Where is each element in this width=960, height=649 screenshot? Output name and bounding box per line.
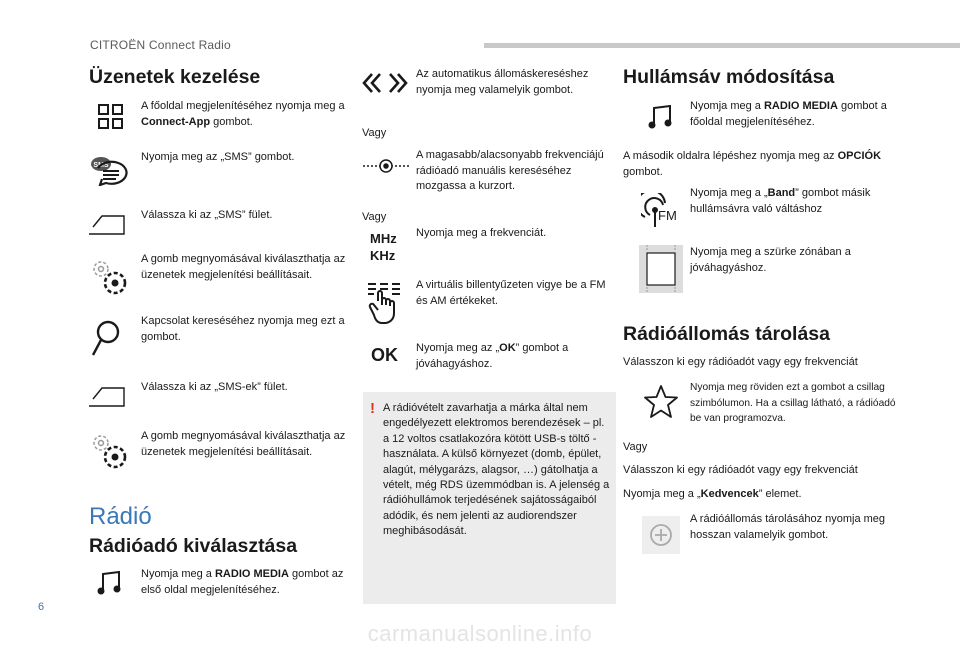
watermark: carmanualsonline.info (367, 621, 593, 646)
keypad-hand-icon (366, 281, 402, 330)
chapter-title-radio: Rádió (89, 503, 152, 530)
fm-label: FM (658, 208, 677, 223)
tab-icon (88, 213, 130, 240)
or-label-1: Vagy (362, 127, 387, 139)
instruction-press-frequency: Nyomja meg a frekvenciát. (416, 227, 547, 239)
paragraph-favorites: Nyomja meg a „Kedvencek” elemet. (623, 488, 802, 500)
seek-arrows-icon (362, 71, 408, 100)
instruction-smses-tab: Válassza ki az „SMS-ek” fület. (141, 381, 288, 393)
paragraph-options: A második oldalra lépéshez nyomja meg az OPCIÓK gombot. (623, 150, 882, 178)
section-title-station-select: Rádióadó kiválasztása (89, 535, 298, 557)
instruction-ok-confirm: Nyomja meg az „OK” gombot a jóváhagyáshoz. (416, 342, 569, 370)
or-label-2: Vagy (362, 211, 387, 223)
instruction-sms-tab: Válassza ki az „SMS” fület. (141, 209, 273, 221)
instruction-message-settings-2: A gomb megnyomásával kiválaszthatja az üzenetek megjelenítési beállításait. (141, 430, 346, 458)
settings-gear-icon (90, 258, 128, 301)
or-label-3: Vagy (623, 441, 648, 453)
instruction-long-press-store: A rádióállomás tárolásához nyomja meg hosszan valamelyik gombot. (690, 513, 886, 541)
warning-exclamation-icon: ! (370, 400, 375, 417)
slider-cursor-icon (362, 154, 410, 183)
grey-zone-icon (638, 244, 684, 299)
svg-text:SMS: SMS (93, 162, 109, 169)
paragraph-select-station-2: Válasszon ki egy rádióadót vagy egy frekvenciát (623, 464, 858, 476)
mhz-khz-icon: MHz KHz (370, 231, 397, 263)
section-title-band-change: Hullámsáv módosítása (623, 66, 835, 88)
settings-gear-icon (90, 432, 128, 475)
instruction-auto-search: Az automatikus állomáskereséshez nyomja meg valamelyik gombot. (416, 68, 589, 96)
ok-icon: OK (371, 345, 398, 365)
music-note-icon (97, 570, 123, 601)
instruction-virtual-keypad: A virtuális billentyűzeten vigye be a FM és AM értékeket. (416, 279, 606, 307)
tab-icon (88, 385, 130, 412)
page-number: 6 (38, 601, 45, 613)
add-plus-icon (641, 515, 681, 560)
warning-text: A rádióvételt zavarhatja a márka által nem engedélyezett elektromos berendezések – pl. a 12 voltos csatlakozóra kötött USB-s töltő -használata. A külső környezet (domb, épület, alagút, mélygarázs, alagsor, …) gátolhatja a vételt, még RDS üzemmódban is. A jelenség a rádióhullámok terjedésének sajátosságaiból adódik, és nem jelenti az audiorendszer meghibásodását. (383, 402, 610, 538)
sms-bubble-icon (90, 156, 128, 191)
instruction-band-button: Nyomja meg a „Band” gombot másik hullámsávra való váltáshoz (690, 187, 871, 215)
instruction-sms-button: Nyomja meg az „SMS” gombot. (141, 151, 295, 163)
instruction-radio-media: Nyomja meg a RADIO MEDIA gombot az első oldal megjelenítéséhez. (141, 568, 344, 596)
header-title: CITROËN Connect Radio (90, 38, 231, 52)
instruction-contact-search: Kapcsolat kereséséhez nyomja meg ezt a gombot. (141, 315, 345, 343)
grid-apps-icon (98, 104, 124, 135)
instruction-grey-zone: Nyomja meg a szürke zónában a jóváhagyáshoz. (690, 246, 851, 274)
instruction-message-settings: A gomb megnyomásával kiválaszthatja az üzenetek megjelenítési beállításait. (141, 253, 346, 281)
section-title-station-store: Rádióállomás tárolása (623, 323, 830, 345)
music-note-icon (648, 104, 674, 135)
instruction-star-short-press: Nyomja meg röviden ezt a gombot a csillag szimbólumon. Ha a csillag látható, a rádióadó be van programozva. (690, 382, 896, 424)
instruction-radio-media-main: Nyomja meg a RADIO MEDIA gombot a főoldal megjelenítéséhez. (690, 100, 887, 128)
header-divider-bar (484, 43, 960, 48)
star-icon (643, 384, 679, 425)
section-title-messages: Üzenetek kezelése (89, 66, 261, 88)
instruction-manual-search: A magasabb/alacsonyabb frekvenciájú rádióadó manuális kereséséhez mozgassa a kurzort. (416, 149, 604, 192)
paragraph-select-station-1: Válasszon ki egy rádióadót vagy egy frekvenciát (623, 356, 858, 368)
instruction-connect-app: A főoldal megjelenítéséhez nyomja meg a Connect-App gombot. (141, 100, 345, 128)
search-icon (90, 320, 122, 363)
